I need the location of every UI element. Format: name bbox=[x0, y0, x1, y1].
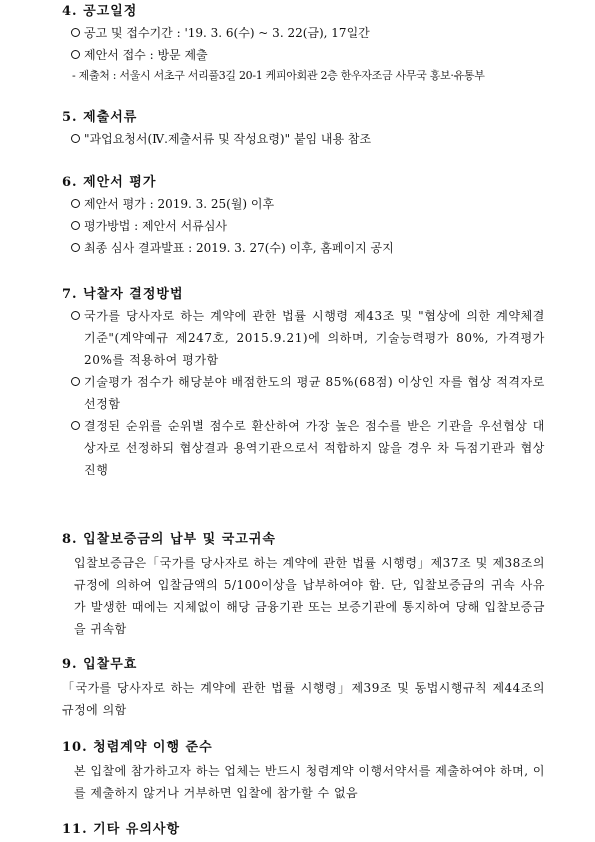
circle-bullet-icon bbox=[71, 377, 80, 386]
section-9-body: 「국가를 당사자로 하는 계약에 관한 법률 시행령」제39조 및 동법시행규칙 제44조의 규정에 의함 bbox=[62, 681, 545, 717]
circle-bullet-icon bbox=[71, 134, 80, 143]
section-6 bbox=[62, 173, 545, 259]
section-9 bbox=[62, 655, 545, 721]
circle-bullet-icon bbox=[71, 28, 80, 37]
section-6-title: 6. 제안서 평가 bbox=[62, 175, 157, 190]
section-10-body: 본 입찰에 참가하고자 하는 업체는 반드시 청렴계약 이행서약서를 제출하여야 하며, 이를 제출하지 않거나 거부하면 입찰에 참가할 수 없음 bbox=[74, 764, 545, 800]
list-item: "과업요청서(Ⅳ.제출서류 및 작성요령)" 붙임 내용 참조 bbox=[62, 128, 545, 150]
section-4 bbox=[62, 2, 545, 86]
section-8 bbox=[62, 530, 545, 640]
circle-bullet-icon bbox=[71, 421, 80, 430]
list-item: 평가방법 : 제안서 서류심사 bbox=[62, 215, 545, 237]
list-item: 최종 심사 결과발표 : 2019. 3. 27(수) 이후, 홈페이지 공지 bbox=[62, 237, 545, 259]
section-4-title: 4. 공고일정 bbox=[62, 4, 138, 19]
list-item: 제안서 접수 : 방문 제출 bbox=[62, 44, 545, 66]
list-item: 기술평가 점수가 해당분야 배점한도의 평균 85%(68점) 이상인 자를 협상 적격자로 선정함 bbox=[62, 371, 545, 415]
section-10 bbox=[62, 738, 545, 804]
circle-bullet-icon bbox=[71, 243, 80, 252]
section-9-title: 9. 입찰무효 bbox=[62, 657, 138, 672]
section-7 bbox=[62, 285, 545, 481]
list-item: 국가를 당사자로 하는 계약에 관한 법률 시행령 제43조 및 "협상에 의한 계약체결 기준"(계약예규 제247호, 2015.9.21)에 의하며, 기술능력평가 80%, 가격평가 20%를 적용하여 평가함 bbox=[62, 305, 545, 371]
circle-bullet-icon bbox=[71, 199, 80, 208]
section-8-body: 입찰보증금은「국가를 당사자로 하는 계약에 관한 법률 시행령」제37조 및 제38조의 규정에 의하여 입찰금액의 5/100이상을 납부하여야 함. 단, 입찰보증금의 귀속 사유가 발생한 때에는 지체없이 해당 금융기관 또는 보증기관에 통지하여 당해 입찰보증금을 귀속함 bbox=[74, 556, 545, 636]
circle-bullet-icon bbox=[71, 221, 80, 230]
section-11-title: 11. 기타 유의사항 bbox=[62, 822, 181, 837]
list-item: 제안서 평가 : 2019. 3. 25(월) 이후 bbox=[62, 193, 545, 215]
section-8-title: 8. 입찰보증금의 납부 및 국고귀속 bbox=[62, 532, 276, 547]
section-10-title: 10. 청렴계약 이행 준수 bbox=[62, 740, 213, 755]
list-item: 공고 및 접수기간 : '19. 3. 6(수) ~ 3. 22(금), 17일간 bbox=[62, 22, 545, 44]
section-11 bbox=[62, 820, 545, 840]
section-5 bbox=[62, 108, 545, 150]
section-7-title: 7. 낙찰자 결정방법 bbox=[62, 287, 184, 302]
section-5-title: 5. 제출서류 bbox=[62, 110, 138, 125]
list-item: 결정된 순위를 순위별 점수로 환산하여 가장 높은 점수를 받은 기관을 우선협상 대상자로 선정하되 협상결과 용역기관으로서 적합하지 않을 경우 차 득점기관과 협상진행 bbox=[62, 415, 545, 481]
submission-address: - 제출처 : 서울시 서초구 서리풀3길 20-1 케피아회관 2층 한우자조금 사무국 홍보·유통부 bbox=[72, 69, 485, 82]
circle-bullet-icon bbox=[71, 50, 80, 59]
circle-bullet-icon bbox=[71, 311, 80, 320]
